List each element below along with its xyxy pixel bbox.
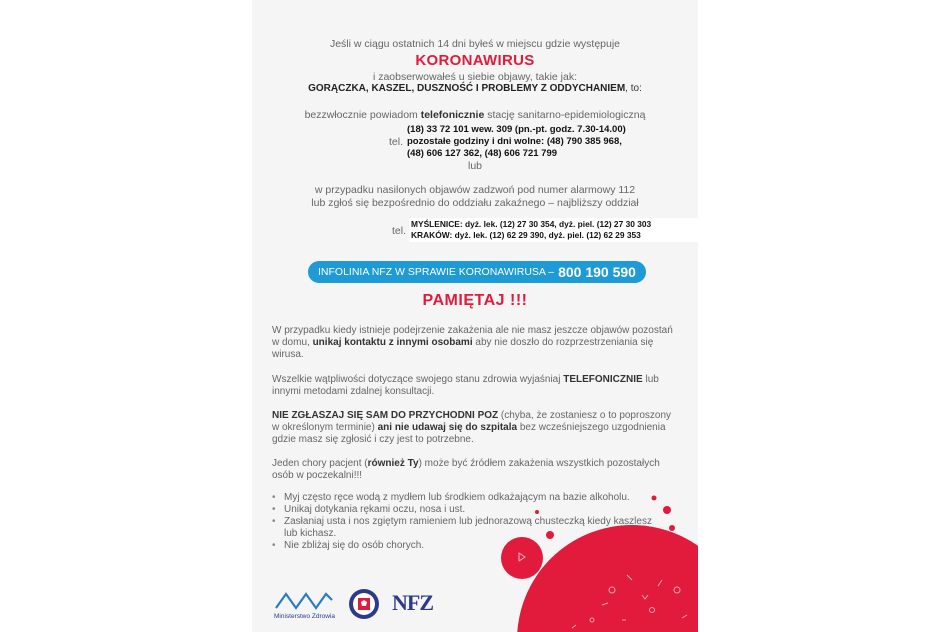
para-text: W przypadku kiedy istnieje podejrzenie zakażenia ale nie masz jeszcze objawów pozostań w domu, <box>272 325 673 348</box>
or-label: lub <box>467 160 482 172</box>
severe-instructions <box>252 184 698 210</box>
tel-label-2: tel. <box>392 225 407 237</box>
sanepid-phone-line: (48) 606 127 362, (48) 606 721 799 <box>407 148 558 159</box>
list-item: • Unikaj dotykania rękami oczu, nosa i ust. <box>272 504 677 516</box>
infoline-label: INFOLINIA NFZ W SPRAWIE KORONAWIRUSA – <box>318 266 555 278</box>
list-item: • Zasłaniaj usta i nos zgiętym ramieniem lub jednorazową chusteczką kiedy kaszlesz lub kichasz. <box>272 516 654 540</box>
ministry-logo-label: Ministerstwo Zdrowia <box>274 613 336 620</box>
virus-title: KORONAWIRUS <box>415 52 535 69</box>
hospital-phone-line: MYŚLENICE: dyż. lek. (12) 27 30 354, dyż. piel. (12) 27 30 303 <box>411 219 652 229</box>
para-text: lub innymi metodami zdalnej konsultacji. <box>272 374 659 397</box>
call-bold: telefonicznie <box>420 109 485 121</box>
intro-line-2: i zaobserwowałeś u siebie objawy, takie jak: <box>372 71 578 83</box>
para-bold: TELEFONICZNIE <box>563 374 643 385</box>
sanepid-phones <box>407 124 677 160</box>
para-bold: również Ty <box>367 458 419 469</box>
para-text: Wszelkie wątpliwości dotyczące swojego stanu zdrowia wyjaśniaj <box>272 374 564 385</box>
infoline-number: 800 190 590 <box>558 264 636 280</box>
emblem-icon <box>348 588 380 620</box>
paragraph-stay-home <box>272 325 677 361</box>
para-bold: unikaj kontaktu z innymi osobami <box>312 337 473 348</box>
para-text: (chyba, że zostaniesz o to poproszony w określonym terminie) <box>272 410 672 433</box>
para-text: Jeden chory pacjent ( <box>272 458 368 469</box>
severe-line-1: w przypadku nasilonych objawów zadzwoń pod numer alarmowy 112 <box>314 184 636 196</box>
list-item: • Nie zbliżaj się do osób chorych. <box>272 540 677 552</box>
symptoms-tail: , to: <box>625 83 642 94</box>
sanepid-phone-line: pozostałe godziny i dni wolne: (48) 790 385 968, <box>407 136 622 147</box>
para-bold: NIE ZGŁASZAJ SIĘ SAM DO PRZYCHODNI POZ <box>272 410 499 421</box>
remember-heading: PAMIĘTAJ !!! <box>422 292 528 309</box>
poster <box>252 0 698 632</box>
paragraph-one-patient <box>272 458 677 482</box>
hospital-phone-line: KRAKÓW: dyż. lek. (12) 62 29 390, dyż. piel. (12) 62 29 353 <box>411 230 641 240</box>
tel-label-1: tel. <box>389 136 404 148</box>
sanepid-phone-line: (18) 33 72 101 wew. 309 (pn.-pt. godz. 7.30-14.00) <box>407 124 626 135</box>
infoline-banner <box>308 261 646 283</box>
call-post: stację sanitarno-epidemiologiczną <box>484 109 646 121</box>
severe-line-2: lub zgłoś się bezpośrednio do oddziału zakaźnego – najbliższy oddział <box>311 197 639 209</box>
para-text: aby nie doszło do rozprzestrzeniania się wirusa. <box>272 337 654 360</box>
symptoms-line <box>252 83 698 94</box>
tips-list <box>272 492 677 552</box>
call-sanepid-line <box>252 109 698 121</box>
list-item: • Myj często ręce wodą z mydłem lub środkiem odkażającym na bazie alkoholu. <box>272 492 677 504</box>
call-pre: bezzwłocznie powiadom <box>304 109 421 121</box>
para-text: bez wcześniejszego uzgodnienia gdzie masz się zgłosić i czy jest to potrzebne. <box>272 422 666 445</box>
para-text: ) może być źródłem zakażenia wszystkich pozostałych osób w poczekalni!!! <box>272 458 660 481</box>
ministry-logo-icon <box>274 590 334 612</box>
intro-line-1: Jeśli w ciągu ostatnich 14 dni byłeś w miejscu gdzie występuje <box>329 38 621 50</box>
logos-row <box>274 586 454 626</box>
para-bold: ani nie udawaj się do szpitala <box>377 422 518 433</box>
nfz-logo: NFZ <box>392 590 433 615</box>
paragraph-no-clinic <box>272 410 677 446</box>
symptoms-bold: GORĄCZKA, KASZEL, DUSZNOŚĆ I PROBLEMY Z ODDYCHANIEM <box>308 83 626 94</box>
hospital-phones <box>409 218 698 242</box>
paragraph-phone-consult <box>272 374 677 398</box>
